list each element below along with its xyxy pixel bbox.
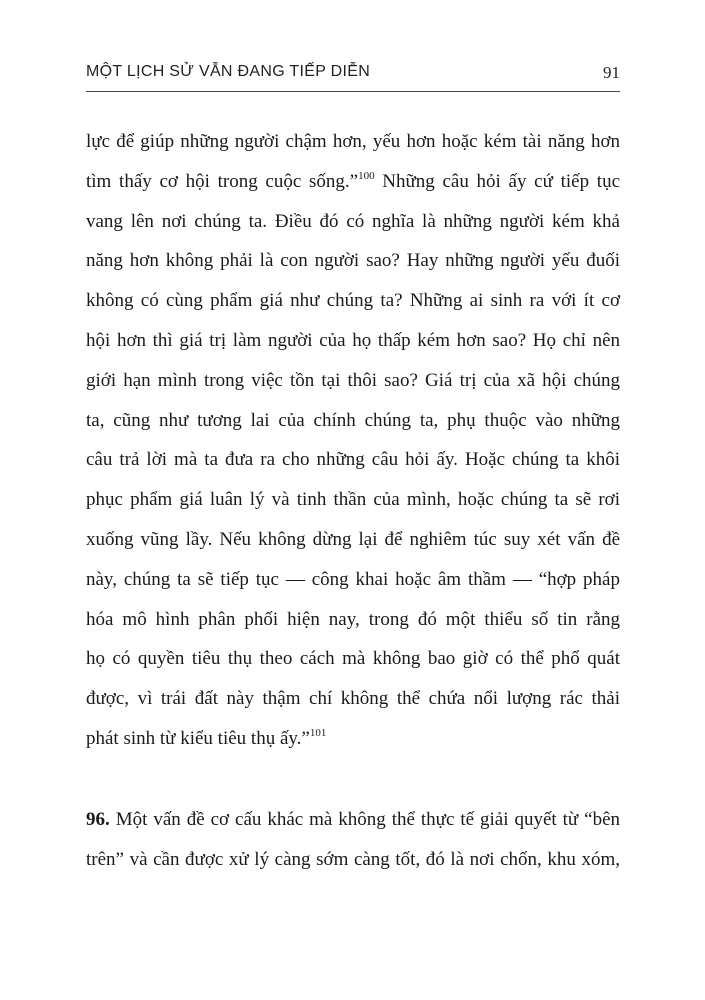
text-fragment: Những câu hỏi ấy cứ tiếp tục — [382, 170, 621, 192]
text-line: không có cùng phẩm giá như chúng ta? Những ai sinh ra với ít cơ — [86, 290, 620, 312]
text-line — [86, 800, 620, 840]
text-fragment: Một vấn đề cơ cấu khác mà không thể thực tế giải quyết từ “bên — [115, 809, 621, 830]
text-line: được, vì trái đất này thậm chí không thể chứa nổi lượng rác thải — [86, 688, 620, 710]
text-line: ta, cũng như tương lai của chính chúng ta, phụ thuộc vào những — [86, 409, 620, 431]
running-header — [86, 63, 620, 92]
text-line: lực để giúp những người chậm hơn, yếu hơn hoặc kém tài năng hơn — [86, 131, 620, 152]
text-line: này, chúng ta sẽ tiếp tục — công khai hoặc âm thầm — “hợp pháp — [86, 568, 620, 590]
paragraph-96 — [86, 800, 620, 880]
text-line: phục phẩm giá luân lý và tinh thần của mình, hoặc chúng ta sẽ rơi — [86, 489, 620, 511]
text-line: hội hơn thì giá trị làm người của họ thấp kém hơn sao? Họ chỉ nên — [86, 329, 620, 351]
page-number: 91 — [603, 63, 620, 82]
text-line: câu trả lời mà ta đưa ra cho những câu hỏi ấy. Hoặc chúng ta khôi — [86, 449, 620, 471]
text-line: xuống vũng lầy. Nếu không dừng lại để nghiêm túc suy xét vấn đề — [86, 528, 620, 550]
text-line: họ có quyền tiêu thụ theo cách mà không bao giờ có thể phổ quát — [86, 648, 620, 670]
text-line: hóa mô hình phân phối hiện nay, trong đó một thiểu số tin rằng — [86, 608, 620, 630]
text-line: năng hơn không phải là con người sao? Hay những người yếu đuối — [86, 250, 620, 272]
text-fragment: phát sinh từ kiểu tiêu thụ ấy.” — [86, 727, 310, 749]
running-title: MỘT LỊCH SỬ VẪN ĐANG TIẾP DIỄN — [86, 63, 371, 80]
text-line: vang lên nơi chúng ta. Điều đó có nghĩa là những người kém khả — [86, 210, 620, 232]
text-line — [86, 719, 620, 759]
text-line — [86, 162, 620, 202]
text-fragment: tìm thấy cơ hội trong cuộc sống.” — [86, 170, 359, 192]
paragraph-number: 96. — [86, 809, 110, 830]
text-line: trên” và cần được xử lý càng sớm càng tốt, đó là nơi chốn, khu xóm, — [86, 848, 620, 870]
footnote-ref-101[interactable]: 101 — [309, 726, 327, 739]
footnote-ref-100[interactable]: 100 — [358, 169, 375, 182]
text-line: giới hạn mình trong việc tồn tại thôi sao? Giá trị của xã hội chúng — [86, 369, 620, 391]
paragraph-continued — [86, 122, 620, 759]
